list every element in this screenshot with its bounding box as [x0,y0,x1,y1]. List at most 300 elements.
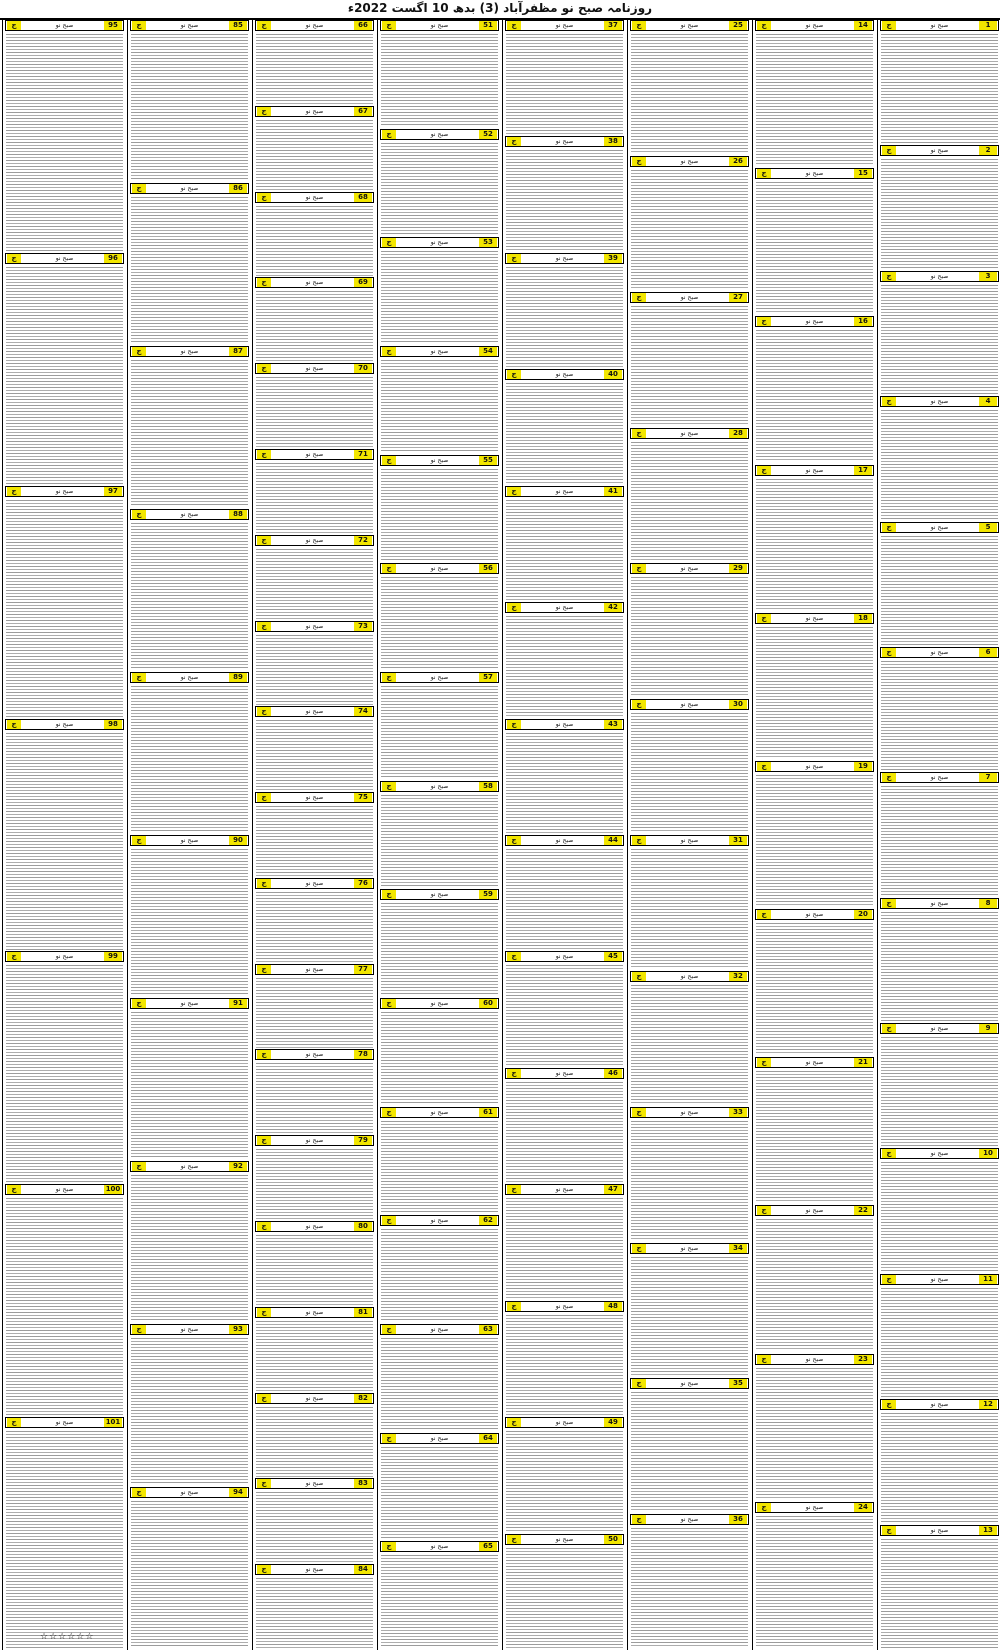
notice-number: 26 [729,157,747,166]
classified-notice [253,1135,375,1221]
notice-body-text [506,1431,623,1531]
notice-header [630,1107,749,1118]
notice-header [255,1393,374,1404]
notice-header-label: صبح نو [55,1419,74,1426]
classified-notice [628,971,750,1107]
notice-ext-mark: ج [882,1400,896,1409]
notice-header-label: صبح نو [180,1326,199,1333]
notice-header [505,1301,624,1312]
notice-header [130,1487,249,1498]
notice-ext-mark: ج [257,1565,271,1574]
notice-header-label: صبح نو [680,22,699,29]
notice-header [5,719,124,730]
notice-body-text [256,1492,373,1562]
notice-header [755,316,874,327]
notice-body-text [756,479,873,611]
notice-header-label: صبح نو [805,1207,824,1214]
classified-notice [378,129,500,238]
notice-header [505,1417,624,1428]
notice-header [630,971,749,982]
classified-notice [753,1354,875,1502]
notice-ext-mark: ج [882,1149,896,1158]
notice-number: 66 [354,21,372,30]
notice-number: 55 [479,456,497,465]
classified-notice [628,428,750,564]
classified-notice [253,792,375,878]
notice-header-label: صبح نو [555,1186,574,1193]
notice-header [255,878,374,889]
notice-body-text [256,978,373,1048]
notice-ext-mark: ج [257,364,271,373]
notice-ext-mark: ج [257,1479,271,1488]
notice-body-text [506,383,623,483]
notice-header-label: صبح نو [305,451,324,458]
notice-ext-mark: ج [757,762,771,771]
notice-header [755,1205,874,1216]
classified-notice [878,772,1000,897]
notice-body-text [381,903,498,996]
notice-body-text [756,775,873,907]
notice-ext-mark: ج [7,720,21,729]
notice-header [630,292,749,303]
classified-notice [128,183,250,346]
notice-ext-mark: ج [632,700,646,709]
notice-body-text [381,1555,498,1648]
notice-ext-mark: ج [382,1434,396,1443]
notice-header [380,998,499,1009]
notice-header-label: صبح نو [680,158,699,165]
notice-number: 29 [729,564,747,573]
notice-header [130,20,249,31]
notice-number: 15 [854,169,872,178]
notice-header [380,1433,499,1444]
notice-header [630,156,749,167]
notice-header [880,1525,999,1536]
notice-header [630,835,749,846]
notice-header [380,1324,499,1335]
footer-stars: ☆☆☆☆☆☆ [40,1632,95,1642]
notice-body-text [881,661,998,770]
notice-header-label: صبح نو [930,774,949,781]
classified-notice [628,699,750,835]
notice-header [505,1184,624,1195]
classified-notice [753,316,875,464]
notice-header-label: صبح نو [555,1070,574,1077]
classified-notice [503,719,625,835]
notice-body-text [506,965,623,1065]
classified-notice [503,369,625,485]
notice-number: 24 [854,1503,872,1512]
classified-notice [128,346,250,509]
notice-number: 1 [979,21,997,30]
notice-header-label: صبح نو [305,1309,324,1316]
notice-ext-mark: ج [632,157,646,166]
notice-number: 100 [105,1185,121,1193]
classified-notice [253,1049,375,1135]
notice-header [505,602,624,613]
notice-ext-mark: ج [632,972,646,981]
notice-header [880,1023,999,1034]
classified-notice [628,156,750,292]
notice-number: 41 [604,487,622,496]
notice-number: 69 [354,278,372,287]
classified-notice [128,1161,250,1324]
notice-ext-mark: ج [757,1503,771,1512]
notice-body-text [256,806,373,876]
notice-body-text [131,360,248,507]
notice-ext-mark: ج [507,254,521,263]
notice-body-text [881,285,998,394]
notice-header-label: صبح نو [555,604,574,611]
notice-number: 14 [854,21,872,30]
classified-notice [378,1541,500,1650]
notice-number: 31 [729,836,747,845]
notice-body-text [506,616,623,716]
notice-header-label: صبح نو [305,108,324,115]
notice-body-text [506,150,623,250]
notice-number: 95 [104,21,122,30]
notice-column-6 [252,20,375,1650]
notice-ext-mark: ج [7,1418,21,1427]
classified-notice [253,621,375,707]
notice-body-text [381,1229,498,1322]
notice-body-text [506,733,623,833]
notice-body-text [506,34,623,134]
notice-header-label: صبح نو [555,138,574,145]
notice-number: 32 [729,972,747,981]
notice-header [130,1324,249,1335]
notice-column-4 [502,20,625,1650]
notice-ext-mark: ج [507,952,521,961]
notice-header [380,455,499,466]
classified-notice [378,1433,500,1542]
notice-body-text [506,1315,623,1415]
classified-notice [628,1514,750,1650]
notice-number: 8 [979,899,997,908]
notice-ext-mark: ج [382,1542,396,1551]
notice-number: 30 [729,700,747,709]
notice-header-label: صبح نو [305,623,324,630]
notice-number: 74 [354,707,372,716]
notice-body-text [756,34,873,166]
classified-notice [253,277,375,363]
notice-number: 27 [729,293,747,302]
notice-body-text [6,34,123,251]
classified-notice [378,889,500,998]
notice-ext-mark: ج [382,21,396,30]
notice-header [5,1417,124,1428]
notice-ext-mark: ج [7,952,21,961]
notice-body-text [131,1501,248,1648]
notice-header [380,781,499,792]
notice-header [130,183,249,194]
notice-header-label: صبح نو [430,22,449,29]
notice-number: 36 [729,1515,747,1524]
notice-ext-mark: ج [882,523,896,532]
notice-ext-mark: ج [382,782,396,791]
notice-header [255,964,374,975]
notice-header [880,20,999,31]
notice-ext-mark: ج [257,1136,271,1145]
notice-body-text [6,1198,123,1415]
notice-number: 64 [479,1434,497,1443]
notice-ext-mark: ج [257,1050,271,1059]
classified-notice [878,145,1000,270]
notice-ext-mark: ج [882,1024,896,1033]
notice-number: 46 [604,1069,622,1078]
notice-header-label: صبح نو [430,1217,449,1224]
classified-notice [128,1487,250,1650]
classified-notice [253,878,375,964]
classified-notice [878,396,1000,521]
notice-header-label: صبح نو [930,649,949,656]
classified-notice [378,563,500,672]
classified-notice [378,998,500,1107]
classified-notice [253,1564,375,1650]
notice-number: 52 [479,130,497,139]
notice-number: 4 [979,397,997,406]
classified-notice [753,168,875,316]
classified-notice [503,136,625,252]
notice-number: 85 [229,21,247,30]
notice-header [380,1215,499,1226]
classified-notice [378,20,500,129]
notice-column-1 [877,20,1000,1650]
notice-number: 19 [854,762,872,771]
notice-ext-mark: ج [632,1244,646,1253]
notice-body-text [506,1548,623,1648]
classified-notice [628,20,750,156]
notice-number: 56 [479,564,497,573]
notice-header [255,1135,374,1146]
notice-number: 12 [979,1400,997,1409]
notice-body-text [131,1175,248,1322]
notice-header [380,20,499,31]
classified-notice [753,20,875,168]
notice-ext-mark: ج [382,564,396,573]
notice-number: 94 [229,1488,247,1497]
notice-body-text [131,523,248,670]
notice-header-label: صبح نو [555,371,574,378]
notice-header-label: صبح نو [930,22,949,29]
classified-notice [253,449,375,535]
notice-number: 7 [979,773,997,782]
classified-notice [878,20,1000,145]
notice-header-label: صبح نو [555,1536,574,1543]
notice-header [505,136,624,147]
notice-ext-mark: ج [132,1488,146,1497]
notice-body-text [256,377,373,447]
notice-ext-mark: ج [382,1216,396,1225]
notice-header [380,1107,499,1118]
classified-notice [878,898,1000,1023]
classified-notice [628,835,750,971]
notice-body-text [881,536,998,645]
notice-header-label: صبح نو [680,973,699,980]
notice-header [630,20,749,31]
notice-header-label: صبح نو [305,194,324,201]
notice-number: 13 [979,1526,997,1535]
notice-header [255,535,374,546]
classified-notice [378,346,500,455]
notice-body-text [881,159,998,268]
classified-notice [128,998,250,1161]
notice-header-label: صبح نو [680,1109,699,1116]
classified-notice [253,964,375,1050]
notice-ext-mark: ج [507,720,521,729]
classified-notice [878,1023,1000,1148]
notice-header-label: صبح نو [430,131,449,138]
notice-number: 86 [229,184,247,193]
notice-body-text [381,469,498,562]
notice-body-text [6,965,123,1182]
notice-number: 82 [354,1394,372,1403]
notice-body-text [631,442,748,562]
notice-body-text [756,1071,873,1203]
classified-notice [878,1274,1000,1399]
notice-number: 61 [479,1108,497,1117]
notice-ext-mark: ج [7,21,21,30]
notice-number: 6 [979,648,997,657]
classified-notice [253,706,375,792]
notice-header [755,613,874,624]
notice-ext-mark: ج [382,673,396,682]
notice-header-label: صبح نو [55,22,74,29]
notice-ext-mark: ج [507,487,521,496]
notice-ext-mark: ج [757,614,771,623]
notice-body-text [756,923,873,1055]
notice-ext-mark: ج [882,397,896,406]
notice-header-label: صبح نو [805,170,824,177]
notice-number: 70 [354,364,372,373]
notice-header-label: صبح نو [430,348,449,355]
notice-header [505,835,624,846]
notice-ext-mark: ج [257,1308,271,1317]
notice-number: 49 [604,1418,622,1427]
notice-ext-mark: ج [257,536,271,545]
notice-ext-mark: ج [632,836,646,845]
notice-header-label: صبح نو [805,318,824,325]
classified-notice [378,672,500,781]
notice-column-5 [377,20,500,1650]
notice-column-2 [752,20,875,1650]
notice-header [880,898,999,909]
classified-notice [3,719,125,952]
notice-body-text [881,1413,998,1522]
notice-ext-mark: ج [882,773,896,782]
masthead [0,0,1000,20]
notice-ext-mark: ج [257,1222,271,1231]
notice-number: 90 [229,836,247,845]
notice-body-text [256,120,373,190]
notice-header [505,20,624,31]
notice-header [880,271,999,282]
notice-header [255,621,374,632]
notice-number: 84 [354,1565,372,1574]
notice-number: 93 [229,1325,247,1334]
notice-number: 11 [979,1275,997,1284]
notice-ext-mark: ج [382,238,396,247]
classified-notice [253,192,375,278]
classified-notice [128,1324,250,1487]
notice-header [255,1307,374,1318]
notice-header [505,486,624,497]
notice-body-text [631,1528,748,1648]
notice-header-label: صبح نو [555,1303,574,1310]
notice-body-text [256,1149,373,1219]
notice-body-text [881,1037,998,1146]
notice-body-text [381,577,498,670]
notice-ext-mark: ج [882,146,896,155]
notice-ext-mark: ج [632,293,646,302]
classified-notice [378,237,500,346]
notice-number: 44 [604,836,622,845]
classified-notice [753,613,875,761]
notice-ext-mark: ج [757,1206,771,1215]
notice-body-text [881,1288,998,1397]
notice-body-text [756,1219,873,1351]
notice-body-text [631,34,748,154]
classified-notice [878,1525,1000,1650]
notice-body-text [131,34,248,181]
notice-body-text [506,267,623,367]
notice-body-text [256,1235,373,1305]
notice-header-label: صبح نو [430,1543,449,1550]
notice-header [880,647,999,658]
notice-body-text [756,182,873,314]
notice-number: 76 [354,879,372,888]
notice-number: 16 [854,317,872,326]
notice-body-text [131,849,248,996]
notice-body-text [631,577,748,697]
classified-notice [753,761,875,909]
notice-number: 97 [104,487,122,496]
classified-notice [503,1534,625,1650]
notice-header-label: صبح نو [430,1109,449,1116]
notice-body-text [881,912,998,1021]
notice-ext-mark: ج [382,130,396,139]
notice-header-label: صبح نو [930,1150,949,1157]
notice-number: 51 [479,21,497,30]
notice-header-label: صبح نو [305,1223,324,1230]
notice-ext-mark: ج [757,1355,771,1364]
notice-ext-mark: ج [757,169,771,178]
classified-notice [753,1057,875,1205]
notice-header-label: صبح نو [680,1516,699,1523]
notice-header [255,1564,374,1575]
notice-number: 50 [604,1535,622,1544]
notice-body-text [381,686,498,779]
notice-number: 37 [604,21,622,30]
notice-number: 73 [354,622,372,631]
notice-body-text [881,1162,998,1271]
notice-number: 99 [104,952,122,961]
classified-notice [128,20,250,183]
classified-notice [253,106,375,192]
notice-header [630,563,749,574]
notice-header-label: صبح نو [930,1025,949,1032]
notice-ext-mark: ج [507,1302,521,1311]
classified-notice [753,909,875,1057]
notice-body-text [131,1338,248,1485]
notice-number: 20 [854,910,872,919]
notice-body-text [756,1368,873,1500]
notice-body-text [381,360,498,453]
notice-ext-mark: ج [757,910,771,919]
notice-body-text [381,1121,498,1214]
notice-header [255,277,374,288]
notice-header-label: صبح نو [680,294,699,301]
